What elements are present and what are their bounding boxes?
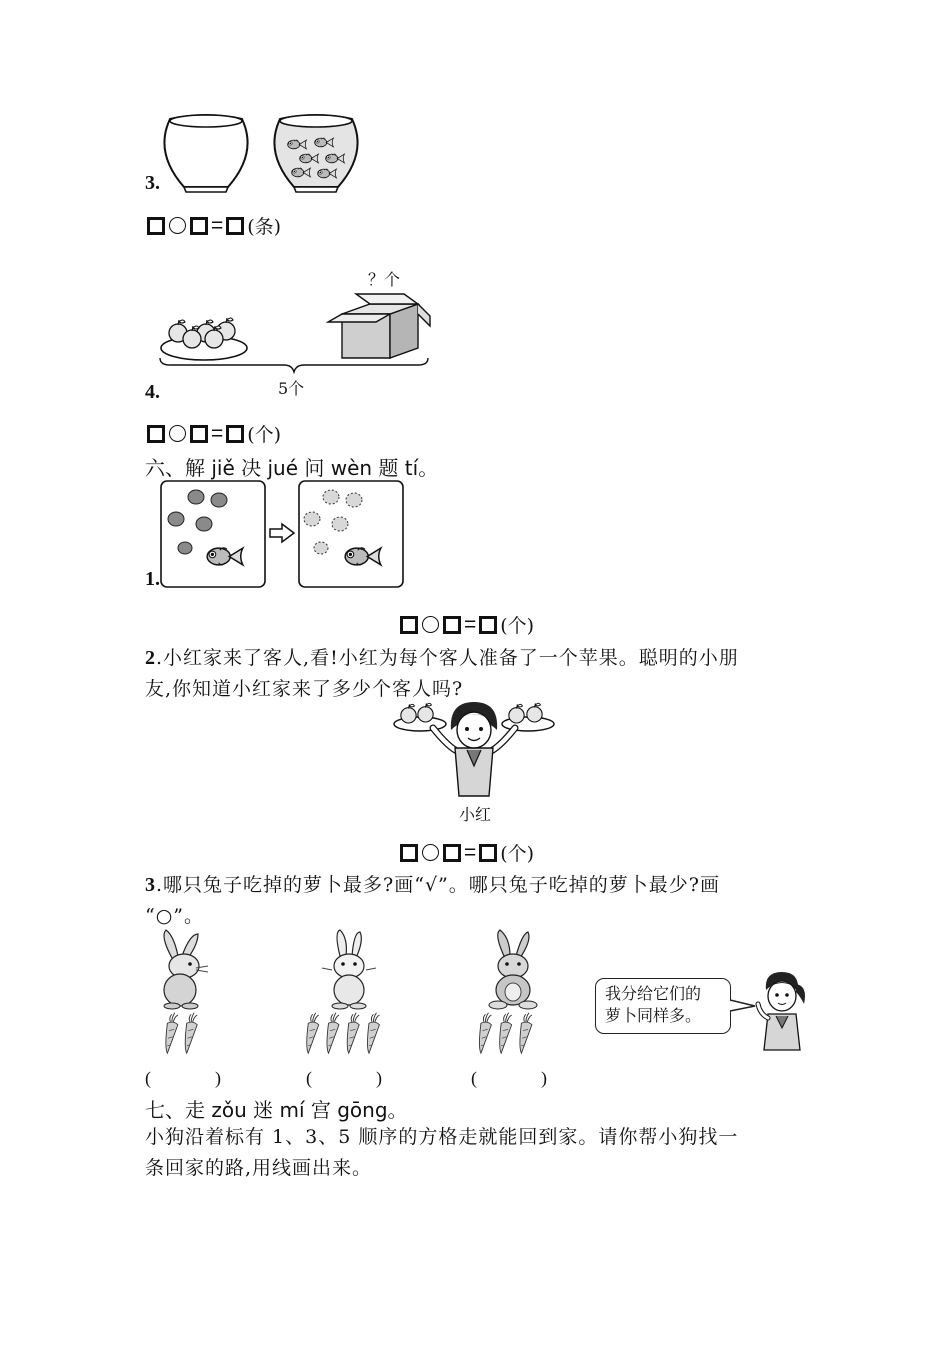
carrot-icon [500,1013,512,1053]
question-number: 3 [145,172,155,194]
answer-box[interactable] [400,844,418,862]
section-heading: 七、走 zǒu 迷 mí 宫 gōng。 [145,1098,408,1122]
box-question-label: ？个 [368,270,401,289]
answer-box[interactable] [400,616,418,634]
figure-caption: 小红 [459,805,492,824]
question-number: 4 [145,381,155,403]
carrot-icon [185,1013,197,1053]
answer-box[interactable] [190,425,208,443]
carrot-group-3 [468,1012,550,1056]
carrot-group-2 [294,1012,398,1056]
rabbit-icon [150,928,212,1010]
girl-holding-apples-icon [393,700,555,798]
carrot-icon [520,1013,532,1053]
answer-box[interactable] [479,616,497,634]
total-label: 5个 [278,379,305,398]
question-text: 3.哪只兔子吃掉的萝卜最多?画“√”。哪只兔子吃掉的萝卜最少?画 “○”。 [145,874,720,927]
question-number: 2 [145,647,156,669]
rabbit-icon [482,928,544,1010]
fish-pond-before [160,480,266,588]
equation-fill-in: = (条) [147,212,281,239]
carrot-icon [347,1013,359,1053]
carrot-icon [367,1013,379,1053]
cardboard-box [326,292,432,360]
carrot-icon [327,1013,339,1053]
carrot-icon [479,1013,491,1053]
section-heading: 六、解 jiě 决 jué 问 wèn 题 tí。 [145,456,439,480]
answer-box[interactable] [190,217,208,235]
operator-circle[interactable] [422,616,439,633]
unit-label: (个) [500,615,535,637]
equation-fill-in: = (个) [400,611,534,638]
question-text: 2.小红家来了客人,看!小红为每个客人准备了一个苹果。聪明的小朋 友,你知道小红家来了多少个客人吗? [145,647,739,700]
fishbowl-fish-icon [268,113,364,193]
answer-paren-1[interactable]: ( ) [145,1068,221,1088]
rabbit-3 [482,928,544,1010]
equation-fill-in: = (个) [400,839,534,866]
rabbit-2 [318,928,380,1010]
girl-pointing-icon [752,970,810,1052]
girl-holding-apples [393,700,555,798]
answer-box[interactable] [443,844,461,862]
fishbowl-empty-icon [158,113,254,193]
answer-box[interactable] [147,425,165,443]
fish-pond-after [298,480,404,588]
answer-paren-3[interactable]: ( ) [471,1068,547,1088]
speech-bubble: 我分给它们的 萝卜同样多。 [595,978,731,1034]
answer-box[interactable] [147,217,165,235]
unit-label: (个) [247,424,282,446]
total-brace [158,356,430,374]
question-number: 3 [145,874,156,896]
answer-box[interactable] [443,616,461,634]
answer-box[interactable] [226,425,244,443]
unit-label: (条) [247,216,282,238]
girl-pointing [752,970,810,1052]
answer-paren-2[interactable]: ( ) [306,1068,382,1088]
operator-circle[interactable] [169,217,186,234]
fishbowl-with-fish [268,113,364,193]
operator-circle[interactable] [422,844,439,861]
rabbit-1 [150,928,212,1010]
carrot-group-1 [156,1012,212,1056]
cardboard-box-icon [326,292,432,360]
carrot-icon [166,1013,178,1053]
answer-box[interactable] [226,217,244,235]
question-number: 1 [145,568,155,590]
operator-circle[interactable] [169,425,186,442]
rabbit-icon [318,928,380,1010]
carrot-icon [307,1013,319,1053]
answer-box[interactable] [479,844,497,862]
unit-label: (个) [500,843,535,865]
question-text: 小狗沿着标有 1、3、5 顺序的方格走就能回到家。请你帮小狗找一 条回家的路,用线画出来。 [145,1126,739,1179]
equation-fill-in: = (个) [147,420,281,447]
arrow-icon [268,522,296,544]
fishbowl-empty [158,113,254,193]
